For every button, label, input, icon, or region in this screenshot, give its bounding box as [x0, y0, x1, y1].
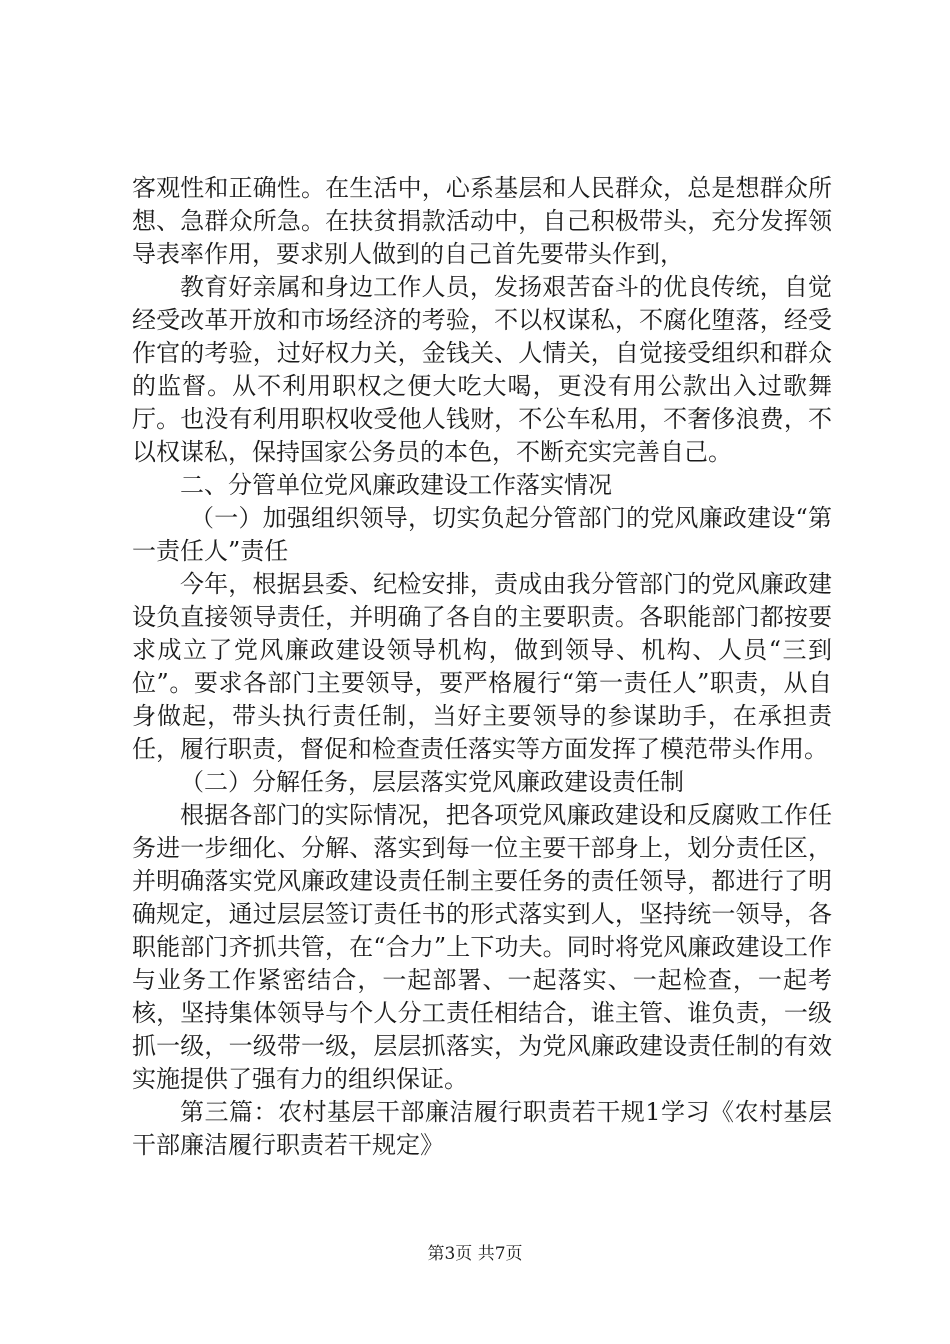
section-heading-2: 二、分管单位党风廉政建设工作落实情况: [180, 471, 612, 499]
subsection-heading-2: （二）分解任务，层层落实党风廉政建设责任制: [180, 768, 684, 796]
page-number-footer: 第3页 共7页: [427, 1244, 523, 1264]
paragraph-task-breakdown: 根据各部门的实际情况，把各项党风廉政建设和反腐败工作任务进一步细化、分解、落实到每一位主要干部身上，划分责任区，并明确落实党风廉政建设责任制主要任务的责任领导，都进行了明确规定，通过层层签订责任书的形式落实到人，坚持统一领导，各职能部门齐抓共管，在“合力”上下功夫。同时将党风廉政建设工作与业务工作紧密结合，一起部署、一起落实、一起检查，一起考核，坚持集体领导与个人分工责任相结合，谁主管、谁负责，一级抓一级，一级带一级，层层抓落实，为党风廉政建设责任制的有效实施提供了强有力的组织保证。: [132, 801, 832, 1093]
chapter-heading-3: 第三篇：农村基层干部廉洁履行职责若干规1学习《农村基层干部廉洁履行职责若干规定》: [132, 1098, 832, 1159]
paragraph-family-discipline: 教育好亲属和身边工作人员，发扬艰苦奋斗的优良传统，自觉经受改革开放和市场经济的考验，不以权谋私，不腐化堕落，经受作官的考验，过好权力关，金钱关、人情关，自觉接受组织和群众的监督。从不利用职权之便大吃大喝，更没有用公款出入过歌舞厅。也没有利用职权收受他人钱财，不公车私用，不奢侈浪费，不以权谋私，保持国家公务员的本色，不断充实完善自己。: [132, 273, 832, 466]
document-body: [132, 172, 832, 1162]
subsection-heading-1: （一）加强组织领导，切实负起分管部门的党风廉政建设“第一责任人”责任: [132, 504, 832, 565]
paragraph-organization: 今年，根据县委、纪检安排，责成由我分管部门的党风廉政建设负直接领导责任，并明确了各自的主要职责。各职能部门都按要求成立了党风廉政建设领导机构，做到领导、机构、人员“三到位”。要求各部门主要领导，要严格履行“第一责任人”职责，从自身做起，带头执行责任制，当好主要领导的参谋助手，在承担责任，履行职责，督促和检查责任落实等方面发挥了模范带头作用。: [132, 570, 832, 763]
paragraph-continuation: 客观性和正确性。在生活中，心系基层和人民群众，总是想群众所想、急群众所急。在扶贫捐款活动中，自己积极带头，充分发挥领导表率作用，要求别人做到的自己首先要带头作到，: [132, 174, 832, 268]
